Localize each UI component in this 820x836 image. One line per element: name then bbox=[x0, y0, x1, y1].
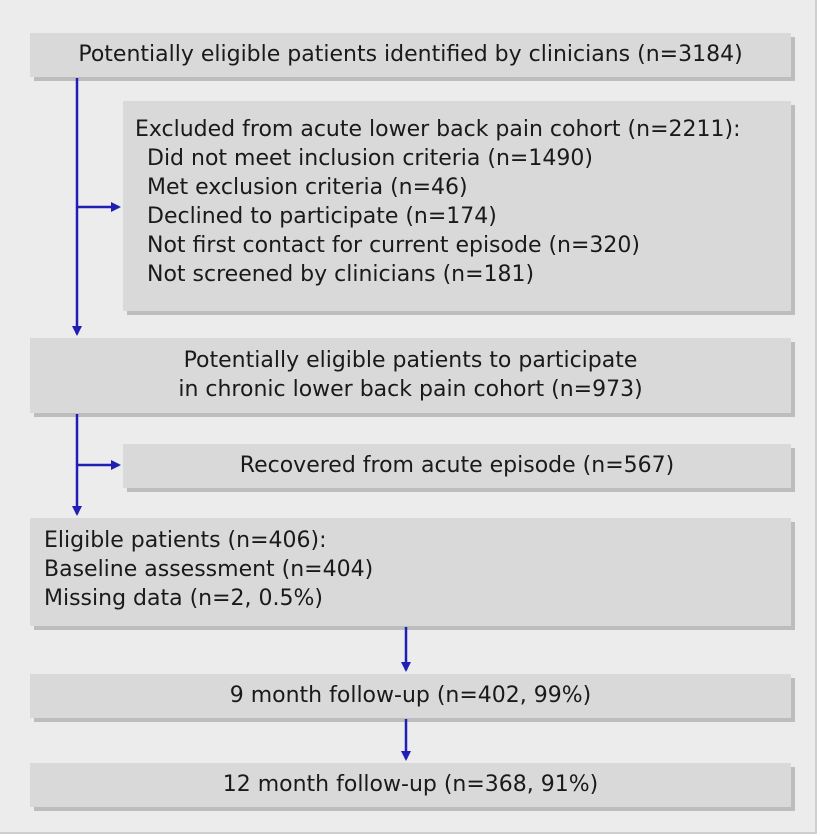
recovered-label: Recovered from acute episode (n=567) bbox=[239, 453, 675, 478]
identified-label: Potentially eligible patients identified by clinicians (n=3184) bbox=[78, 42, 743, 67]
excluded-item-declined: Declined to participate (n=174) bbox=[147, 204, 497, 229]
excluded-title: Excluded from acute lower back pain cohort (n=2211): bbox=[135, 117, 741, 142]
excluded-item-not-first-contact: Not first contact for current episode (n=320) bbox=[147, 233, 641, 258]
chronic-label-line-2: in chronic lower back pain cohort (n=973) bbox=[178, 377, 643, 402]
followup-9-label: 9 month follow-up (n=402, 99%) bbox=[229, 683, 592, 708]
followup-12-label: 12 month follow-up (n=368, 91%) bbox=[222, 772, 599, 797]
excluded-item-exclusion: Met exclusion criteria (n=46) bbox=[147, 175, 468, 200]
chronic-label-line-1: Potentially eligible patients to participate bbox=[183, 348, 638, 373]
excluded-item-inclusion: Did not meet inclusion criteria (n=1490) bbox=[147, 146, 593, 171]
eligible-title: Eligible patients (n=406): bbox=[44, 528, 327, 553]
excluded-item-not-screened: Not screened by clinicians (n=181) bbox=[147, 262, 535, 287]
eligible-missing: Missing data (n=2, 0.5%) bbox=[44, 586, 323, 611]
eligible-baseline: Baseline assessment (n=404) bbox=[44, 557, 374, 582]
